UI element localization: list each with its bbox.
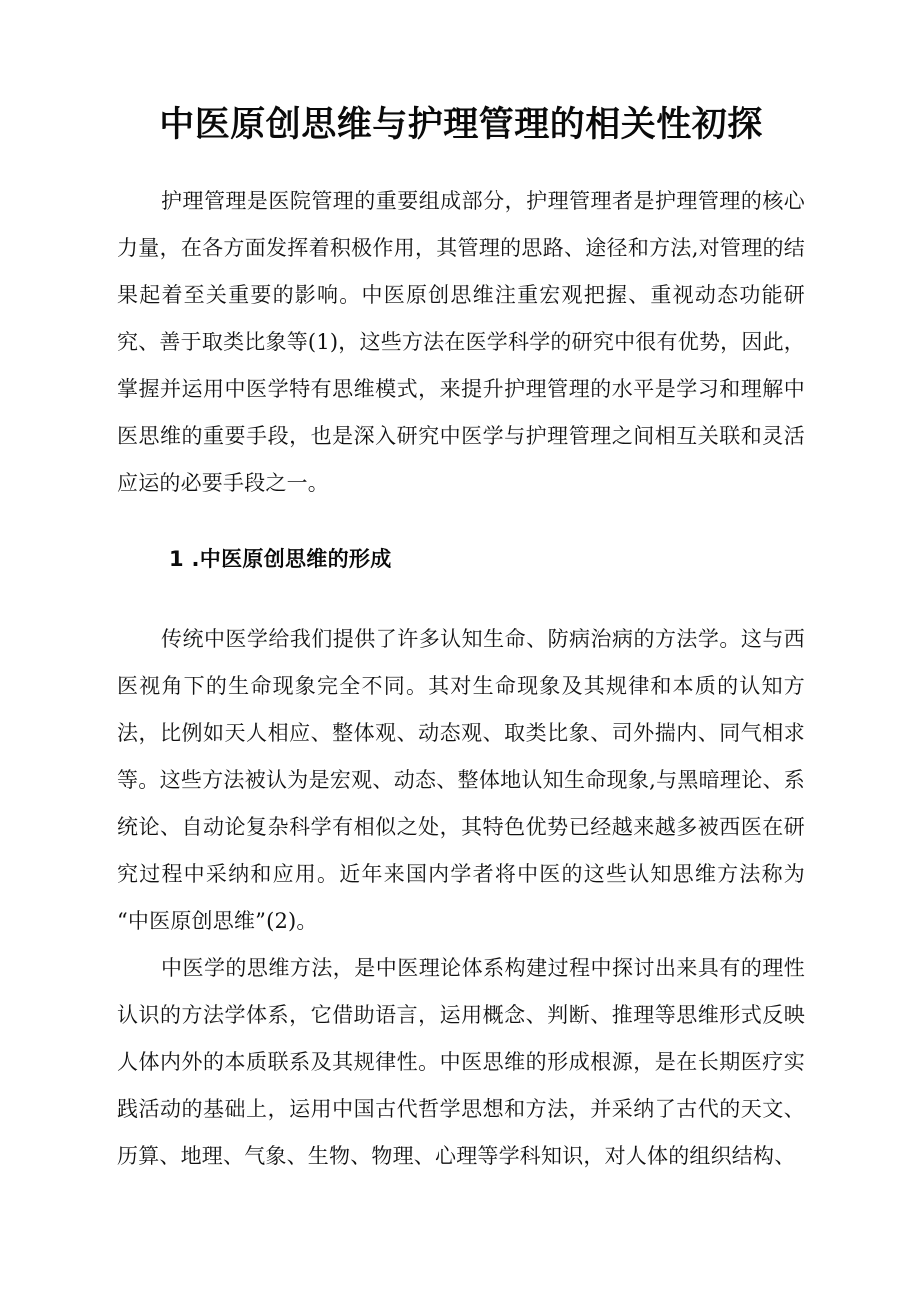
page-title: 中医原创思维与护理管理的相关性初探 xyxy=(159,105,763,145)
paragraph-section1-1: 传统中医学给我们提供了许多认知生命、防病治病的方法学。这与西医视角下的生命现象完全不同。其对生命现象及其规律和本质的认知方法，比例如天人相应、整体观、动态观、取类比象、司外揣内、同气相求等。这些方法被认为是宏观、动态、整体地认知生命现象,与黑暗理论、系统论、自动论复杂科学有相似之处，其特色优势已经越来越多被西医在研究过程中采纳和应用。近年来国内学者将中医的这些认知思维方法称为“中医原创思维”(2)。 xyxy=(117,627,805,933)
paragraph-intro: 护理管理是医院管理的重要组成部分，护理管理者是护理管理的核心力量，在各方面发挥着积极作用，其管理的思路、途径和方法,对管理的结果起着至关重要的影响。中医原创思维注重宏观把握、重视动态功能研究、善于取类比象等(1)，这些方法在医学科学的研究中很有优势，因此，掌握并运用中医学特有思维模式，来提升护理管理的水平是学习和理解中医思维的重要手段，也是深入研究中医学与护理管理之间相互关联和灵活应运的必要手段之一。 xyxy=(117,189,805,495)
spacer-after-heading xyxy=(117,574,805,616)
document-content xyxy=(117,0,805,1180)
section-heading-1: 1 .中医原创思维的形成 xyxy=(169,547,392,571)
spacer-before-heading xyxy=(117,507,805,544)
paragraph-section1-2: 中医学的思维方法，是中医理论体系构建过程中探讨出来具有的理性认识的方法学体系，它借助语言，运用概念、判断、推理等思维形式反映人体内外的本质联系及其规律性。中医思维的形成根源，是在长期医疗实践活动的基础上，运用中国古代哲学思想和方法，并采纳了古代的天文、历算、地理、气象、生物、物理、心理等学科知识，对人体的组织结构、 xyxy=(117,956,805,1168)
